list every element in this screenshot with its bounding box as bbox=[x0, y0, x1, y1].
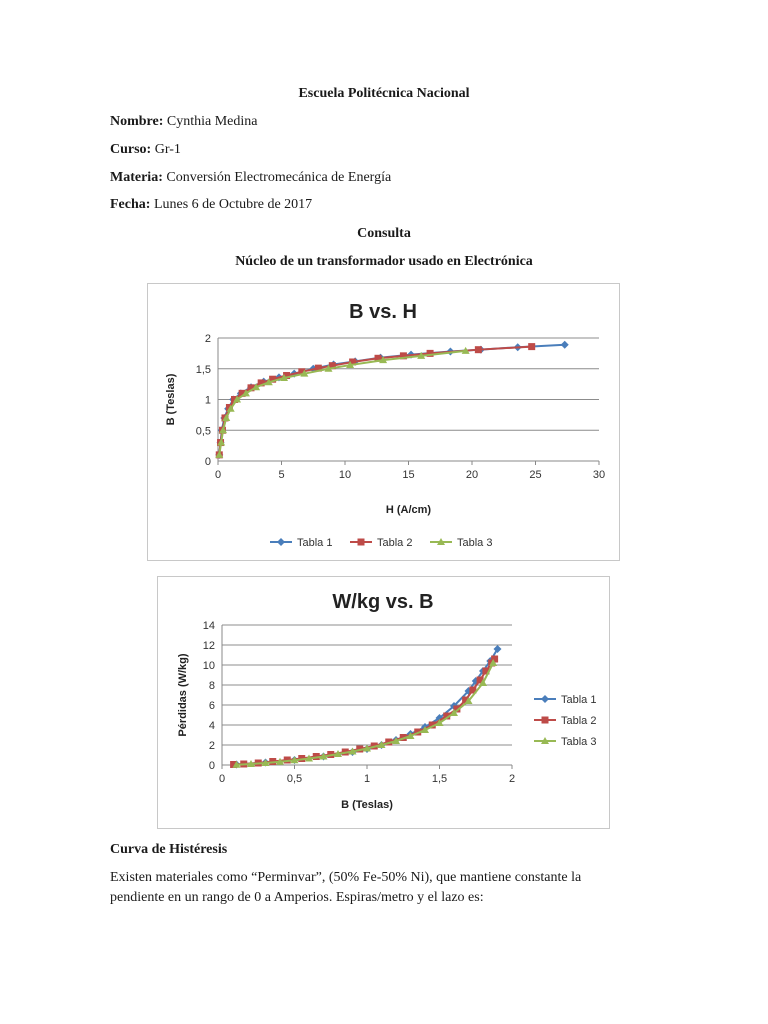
field-value: Conversión Electromecánica de Energía bbox=[162, 170, 392, 185]
x-tick-label: 0 bbox=[218, 773, 226, 785]
y-tick-label: 2 bbox=[204, 333, 211, 345]
field-label: Nombre: bbox=[110, 114, 164, 129]
field-value: Cynthia Medina bbox=[163, 114, 258, 129]
field-fecha bbox=[110, 197, 312, 213]
x-tick-label: 30 bbox=[592, 469, 606, 481]
legend-marker bbox=[541, 695, 549, 703]
legend-item bbox=[534, 715, 596, 727]
x-tick-label: 25 bbox=[529, 469, 542, 481]
hysteresis-line-2: pendiente en un rango de 0 a Amperios. Espiras/metro y el lazo es: bbox=[110, 890, 484, 905]
series-line bbox=[219, 347, 531, 455]
chart-b-vs-h-svg bbox=[148, 284, 619, 560]
legend-label: Tabla 1 bbox=[297, 537, 333, 549]
chart-wkg-vs-b-svg bbox=[158, 577, 609, 828]
chart-b-vs-h bbox=[147, 283, 620, 561]
field-label: Curso: bbox=[110, 142, 152, 157]
legend-label: Tabla 2 bbox=[377, 537, 413, 549]
y-tick-label: 1 bbox=[204, 394, 211, 407]
x-tick-label: 2 bbox=[508, 773, 516, 785]
y-tick-label: 12 bbox=[202, 640, 215, 652]
legend-marker bbox=[277, 538, 285, 546]
x-tick-label: 0,5 bbox=[286, 773, 303, 785]
field-value: Gr-1 bbox=[151, 142, 181, 157]
data-point bbox=[561, 341, 569, 349]
legend-label: Tabla 2 bbox=[561, 715, 597, 727]
x-tick-label: 1 bbox=[363, 773, 371, 785]
legend-marker bbox=[358, 539, 365, 546]
legend-label: Tabla 3 bbox=[561, 736, 597, 748]
x-tick-label: 5 bbox=[278, 469, 285, 481]
legend-item bbox=[534, 694, 596, 706]
legend-item bbox=[350, 537, 412, 549]
series-line bbox=[219, 351, 465, 455]
legend-marker bbox=[542, 717, 549, 724]
legend-item bbox=[534, 736, 596, 748]
x-tick-label: 10 bbox=[338, 469, 352, 481]
section-consulta: Consulta bbox=[357, 226, 411, 241]
x-tick-label: 20 bbox=[465, 469, 479, 481]
y-tick-label: 0 bbox=[204, 456, 211, 468]
chart-title: W/kg vs. B bbox=[332, 591, 434, 613]
institution-title: Escuela Politécnica Nacional bbox=[298, 86, 470, 101]
x-axis-label: H (A/cm) bbox=[385, 504, 432, 516]
y-tick-label: 0 bbox=[208, 760, 215, 772]
hysteresis-heading: Curva de Histéresis bbox=[110, 842, 228, 857]
field-materia bbox=[110, 170, 391, 186]
x-axis-label: B (Teslas) bbox=[341, 799, 393, 811]
y-tick-label: 8 bbox=[208, 680, 215, 692]
document-subtitle: Núcleo de un transformador usado en Electrónica bbox=[235, 254, 533, 269]
series-3 bbox=[233, 659, 498, 768]
field-label: Fecha: bbox=[110, 197, 151, 212]
y-tick-label: 10 bbox=[202, 660, 215, 672]
legend-label: Tabla 3 bbox=[457, 537, 493, 549]
legend-item bbox=[270, 537, 332, 549]
field-nombre bbox=[110, 114, 258, 130]
legend-label: Tabla 1 bbox=[561, 694, 597, 706]
field-label: Materia: bbox=[110, 170, 163, 185]
chart-wkg-vs-b bbox=[157, 576, 610, 829]
data-point bbox=[475, 346, 482, 353]
field-curso bbox=[110, 142, 181, 158]
y-tick-label: 0,5 bbox=[195, 425, 211, 438]
data-point bbox=[528, 343, 535, 350]
y-axis-label: B (Teslas) bbox=[165, 373, 177, 426]
legend-item bbox=[430, 537, 492, 549]
y-tick-label: 4 bbox=[208, 720, 215, 732]
y-tick-label: 6 bbox=[208, 700, 215, 712]
x-tick-label: 0 bbox=[214, 469, 222, 481]
chart-title: B vs. H bbox=[349, 301, 417, 323]
y-tick-label: 1,5 bbox=[195, 363, 211, 376]
field-value: Lunes 6 de Octubre de 2017 bbox=[150, 197, 313, 212]
x-tick-label: 1,5 bbox=[431, 773, 448, 785]
y-axis-label: Pérdidas (W/kg) bbox=[177, 653, 189, 737]
x-tick-label: 15 bbox=[402, 469, 415, 481]
y-tick-label: 14 bbox=[202, 620, 215, 632]
y-tick-label: 2 bbox=[208, 740, 215, 752]
hysteresis-line-1: Existen materiales como “Perminvar”, (50% Fe-50% Ni), que mantiene constante la bbox=[110, 870, 582, 885]
